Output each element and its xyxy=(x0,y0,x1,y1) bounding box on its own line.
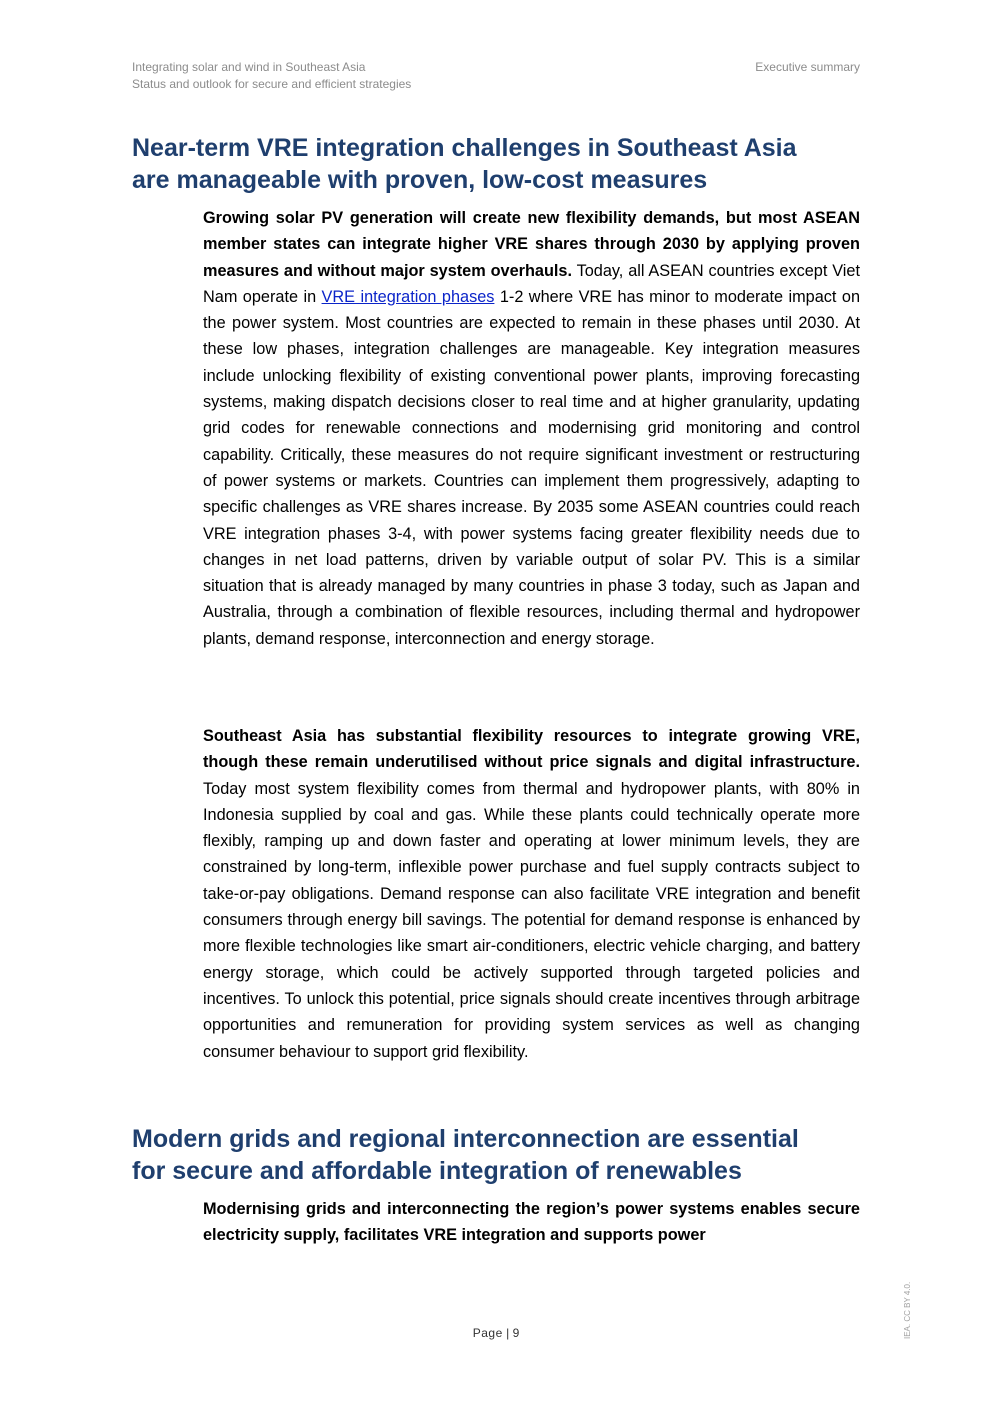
paragraph-flexibility-resources xyxy=(203,723,860,1065)
heading-line2: for secure and affordable integration of renewables xyxy=(132,1157,742,1185)
running-header-title xyxy=(132,59,411,93)
heading-line1: Near-term VRE integration challenges in Southeast Asia xyxy=(132,134,797,162)
page-number-footer xyxy=(0,1326,992,1340)
header-title-line2: Status and outlook for secure and efficient strategies xyxy=(132,77,412,91)
section-heading-modern-grids xyxy=(132,1123,872,1187)
heading-line1: Modern grids and regional interconnection are essential xyxy=(132,1125,799,1153)
section-heading-vre-challenges xyxy=(132,132,872,196)
paragraph-lead: Southeast Asia has substantial flexibility resources to integrate growing VRE, though these remain underutilised without price signals and digital infrastructure. xyxy=(203,727,860,772)
heading-line2: are manageable with proven, low-cost measures xyxy=(132,166,708,194)
paragraph-text: Today, all ASEAN countries except Viet Nam operate in xyxy=(203,261,860,306)
paragraph-grid-modernisation xyxy=(203,1196,860,1249)
page-label: Page xyxy=(472,1326,503,1340)
page-separator: | xyxy=(502,1326,513,1340)
running-header-section: Executive summary xyxy=(755,60,860,74)
header-title-line1: Integrating solar and wind in Southeast Asia xyxy=(132,60,366,74)
license-note: IEA. CC BY 4.0. xyxy=(903,1281,912,1339)
paragraph-lead: Growing solar PV generation will create new flexibility demands, but most ASEAN member states can integrate higher VRE shares through 2030 by applying proven measures and without major system overhauls. xyxy=(203,209,860,280)
paragraph-text: 1-2 where VRE has minor to moderate impact on the power system. Most countries are expected to remain in these phases until 2030. At these low phases, integration challenges are manageable. Key integration measures include unlocking flexibility of existing conventional power plants, improving forecasting systems, making dispatch decisions closer to real time and at higher granularity, updating grid codes for renewable connections and modernising grid monitoring and control capability. Critically, these measures do not require significant investment or restructuring of power systems or markets. Countries can implement them progressively, adapting to specific challenges as VRE shares increase. By 2035 some ASEAN countries could reach VRE integration phases 3-4, with power systems facing greater flexibility needs due to changes in net load patterns, driven by variable output of solar PV. This is a similar situation that is already managed by many countries in phase 3 today, such as Japan and Australia, through a combination of flexible resources, including thermal and hydropower plants, demand response, interconnection and energy storage. xyxy=(203,287,860,648)
paragraph-text: Today most system flexibility comes from thermal and hydropower plants, with 80% in Indonesia supplied by coal and gas. While these plants could technically operate more flexibly, ramping up and down faster and operating at lower minimum levels, they are constrained by long-term, inflexible power purchase and fuel supply contracts subject to take-or-pay obligations. Demand response can also facilitate VRE integration and benefit consumers through energy bill savings. The potential for demand response is enhanced by more flexible technologies like smart air-conditioners, electric vehicle charging, and battery energy storage, which could be actively supported through targeted policies and incentives. To unlock this potential, price signals should create incentives through arbitrage opportunities and remuneration for providing system services as well as changing consumer behaviour to support grid flexibility. xyxy=(203,779,860,1061)
paragraph-flexibility-demands xyxy=(203,205,860,652)
page-number: 9 xyxy=(512,1326,520,1340)
paragraph-lead: Modernising grids and interconnecting the region’s power systems enables secure electricity supply, facilitates VRE integration and supports power xyxy=(203,1200,860,1245)
vre-integration-phases-link[interactable]: VRE integration phases xyxy=(321,287,495,306)
